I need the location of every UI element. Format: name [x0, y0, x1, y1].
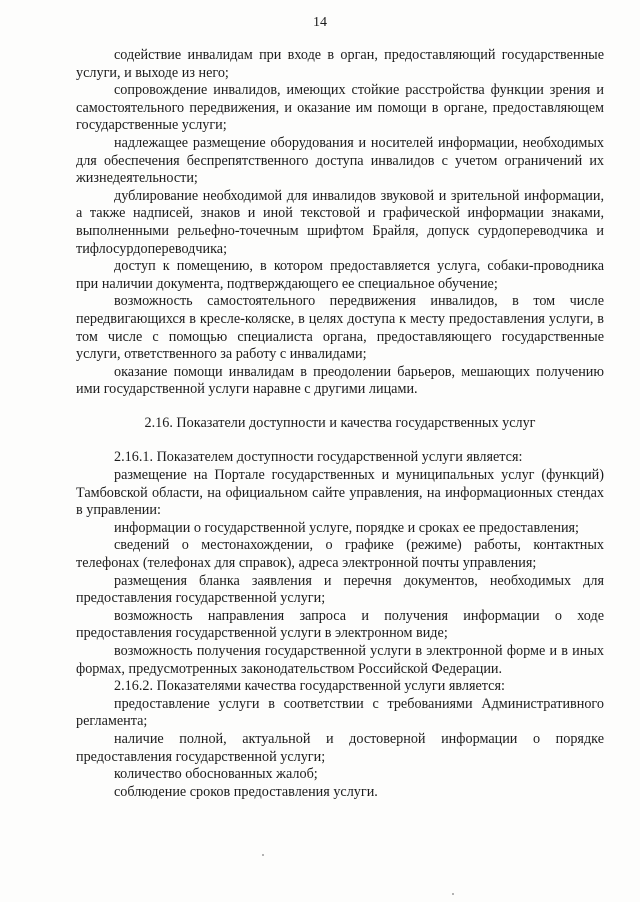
scan-speck — [452, 893, 454, 895]
paragraph: дублирование необходимой для инвалидов звуковой и зрительной информации, а также надписей, знаков и иной текстовой и графической информации знаками, выполненными рельефно-точечным шрифтом Брайля, допуск сурдопереводчика и тифлосурдопереводчика; — [76, 187, 604, 257]
paragraph: содействие инвалидам при входе в орган, предоставляющий государственные услуги, и выходе из него; — [76, 47, 604, 81]
paragraph: надлежащее размещение оборудования и носителей информации, необходимых для обеспечения беспрепятственного доступа инвалидов с учетом ограничений их жизнедеятельности; — [76, 134, 604, 187]
paragraph: сведений о местонахождении, о графике (режиме) работы, контактных телефонах (телефонах для справок), адреса электронной почты управления; — [76, 537, 604, 572]
paragraph: количество обоснованных жалоб; — [114, 766, 318, 783]
section-heading: 2.16. Показатели доступности и качества государственных услуг — [144, 414, 536, 431]
paragraph: размещение на Портале государственных и муниципальных услуг (функций) Тамбовской области, на официальном сайте управления, на информационных стендах в управлении: — [76, 467, 604, 519]
paragraph: сопровождение инвалидов, имеющих стойкие расстройства функции зрения и самостоятельного передвижения, и оказание им помощи в органе, предоставляющем государственные услуги; — [76, 82, 604, 134]
paragraph: соблюдение сроков предоставления услуги. — [114, 783, 378, 800]
paragraph: возможность направления запроса и получения информации о ходе предоставления государственной услуги в электронном виде; — [76, 607, 604, 642]
document-body — [76, 47, 604, 801]
paragraph: 2.16.2. Показателями качества государственной услуги является: — [114, 678, 505, 695]
paragraph: предоставление услуги в соответствии с требованиями Административного регламента; — [76, 695, 604, 730]
page-number: 14 — [313, 15, 327, 30]
paragraph: 2.16.1. Показателем доступности государственной услуги является: — [114, 449, 523, 466]
scan-speck — [262, 854, 264, 856]
paragraph: оказание помощи инвалидам в преодолении барьеров, мешающих получению ими государственной услуги наравне с другими лицами. — [76, 363, 604, 398]
paragraph: наличие полной, актуальной и достоверной информации о порядке предоставления государственной услуги; — [76, 730, 604, 765]
paragraph: доступ к помещению, в котором предоставляется услуга, собаки-проводника при наличии документа, подтверждающего ее специальное обучение; — [76, 258, 604, 292]
paragraph: размещения бланка заявления и перечня документов, необходимых для предоставления государственной услуги; — [76, 572, 604, 607]
paragraph: информации о государственной услуге, порядке и сроках ее предоставления; — [114, 519, 579, 536]
paragraph: возможность получения государственной услуги в электронной форме и в иных формах, предусмотренных законодательством Российской Федерации. — [76, 643, 604, 677]
paragraph: возможность самостоятельного передвижения инвалидов, в том числе передвигающихся в кресле-коляске, в целях доступа к месту предоставления услуги, в том числе с помощью специалиста органа, предоставляющего государственные услуги, ответственного за работу с инвалидами; — [76, 293, 604, 363]
